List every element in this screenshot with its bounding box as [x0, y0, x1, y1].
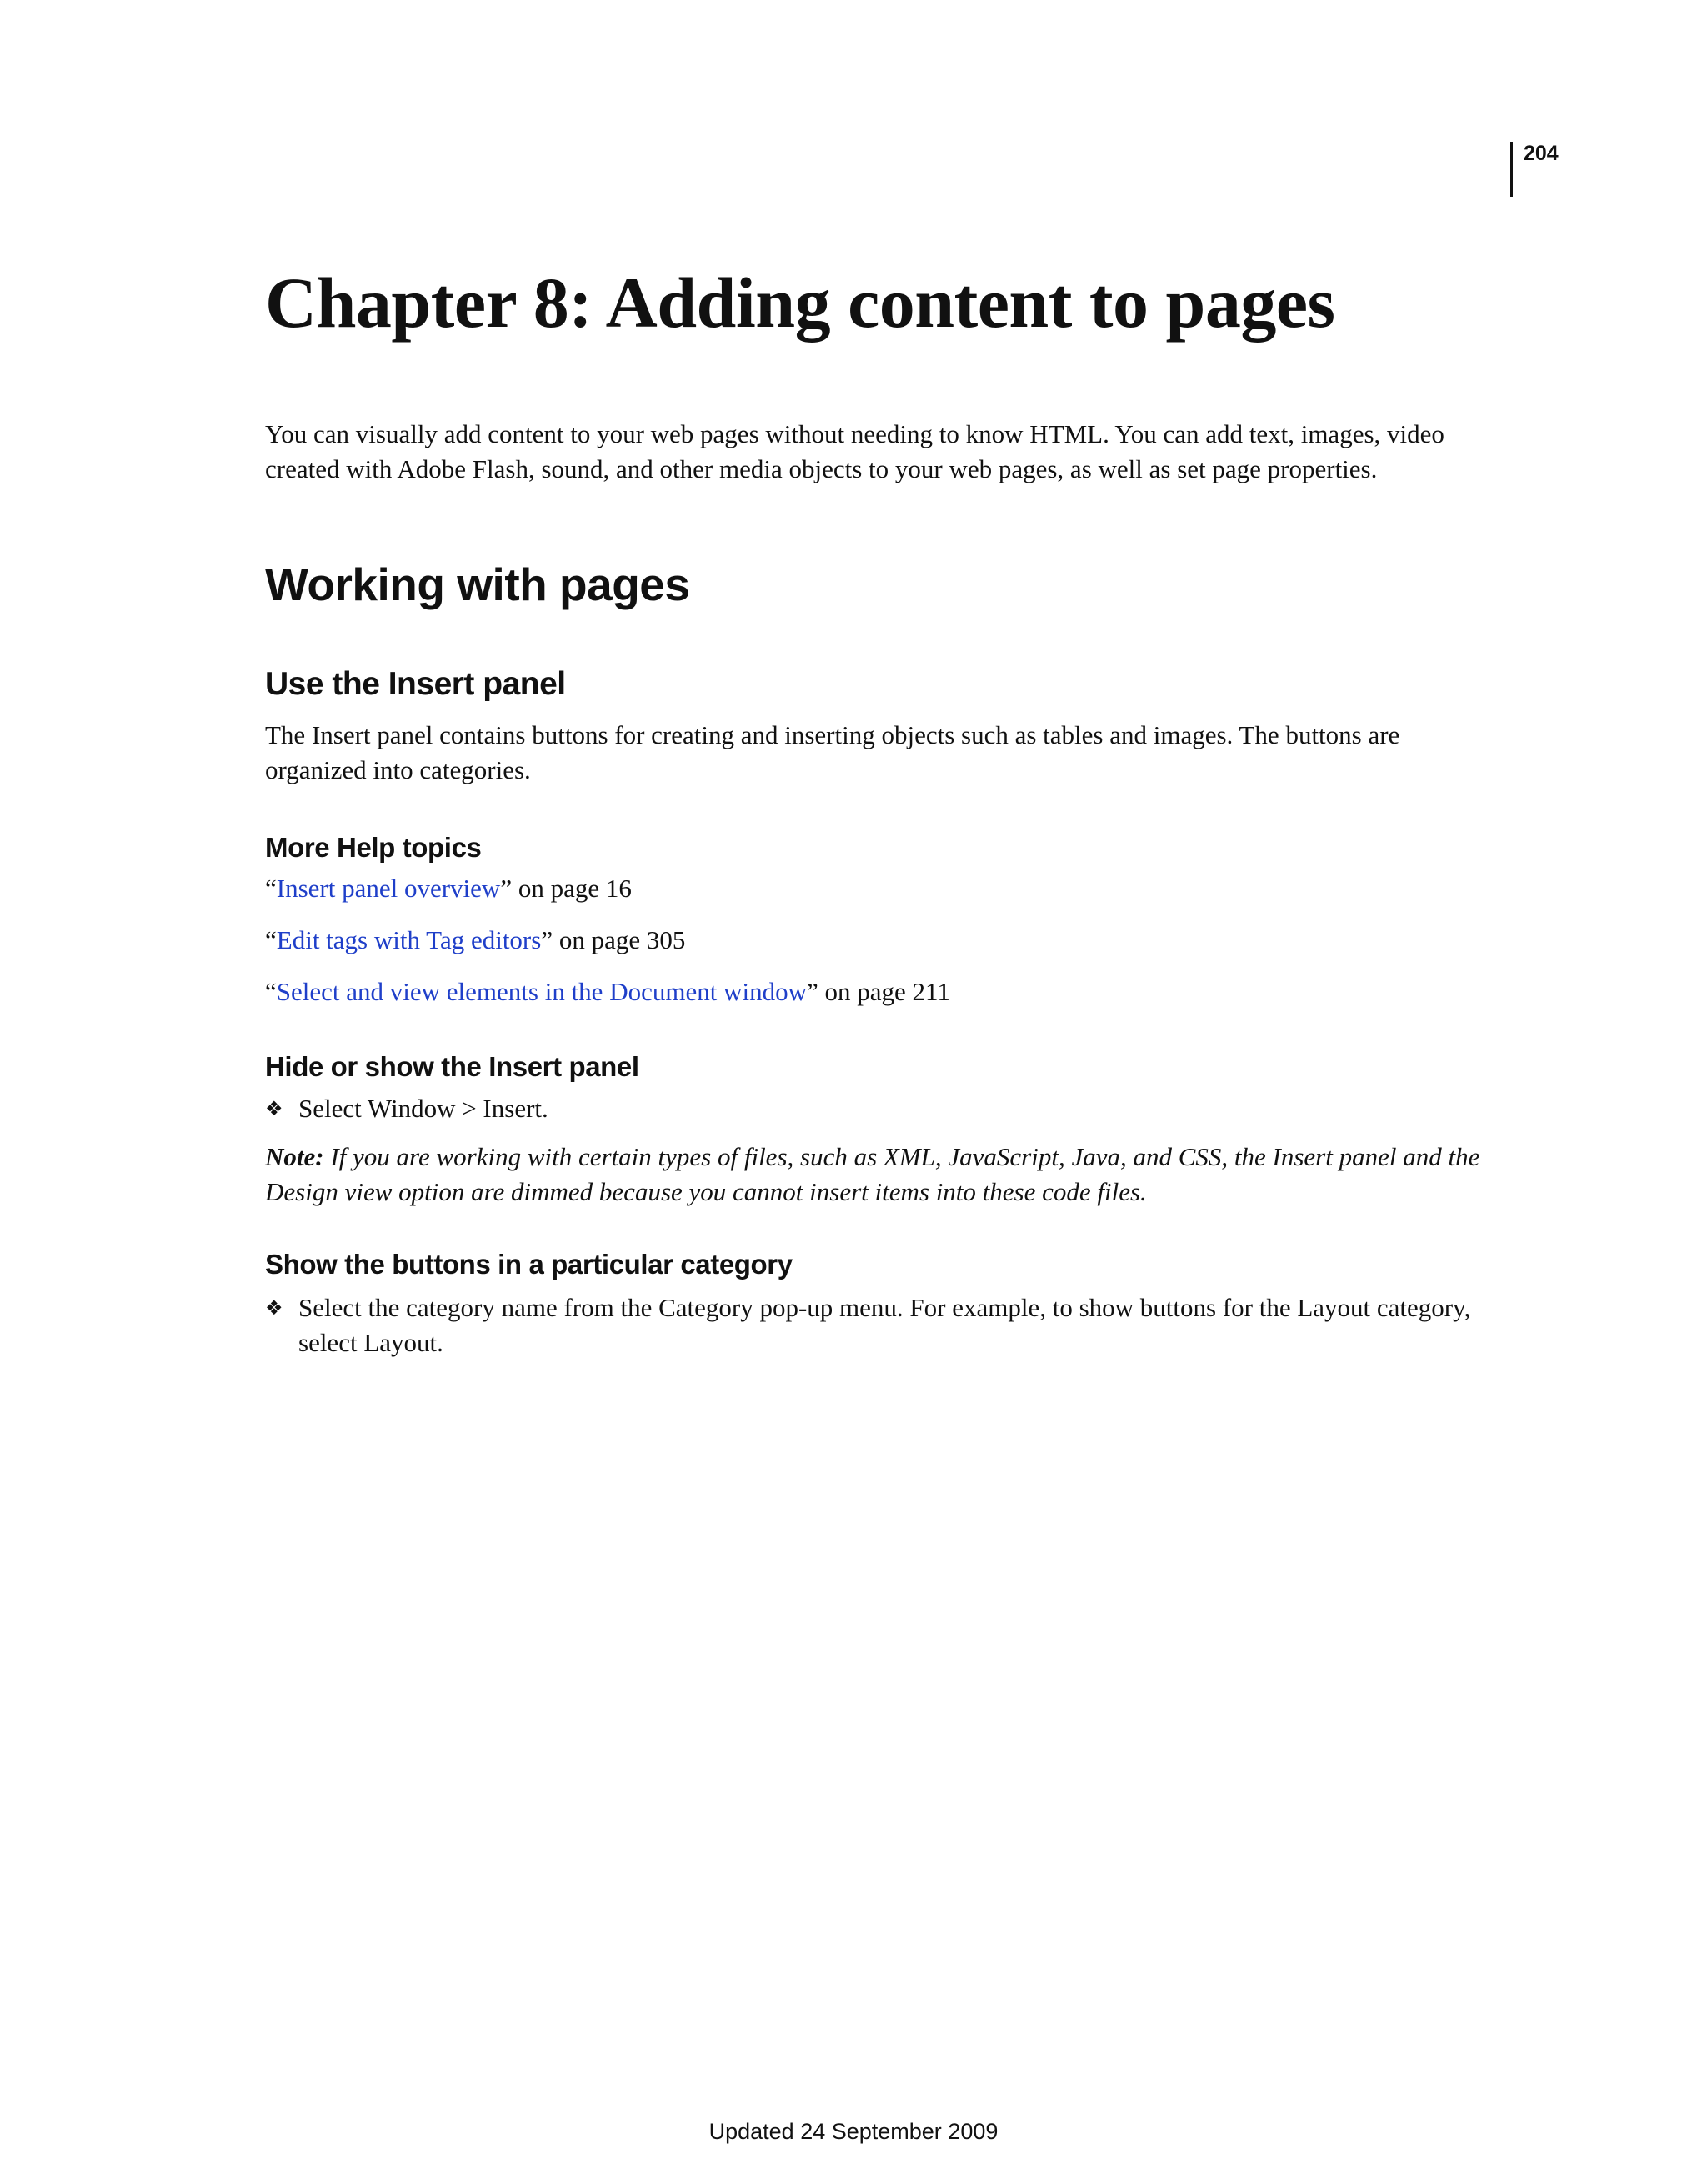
page-reference: on page 211 [818, 977, 950, 1006]
step-list-item [265, 1091, 1507, 1126]
note-paragraph [265, 1140, 1507, 1210]
note-text: If you are working with certain types of files, such as XML, JavaScript, Java, and CSS, the Insert panel and the Design view option are dimmed because you cannot insert items into these code files. [265, 1142, 1480, 1206]
insert-panel-overview-link[interactable]: Insert panel overview [276, 874, 501, 903]
footer-updated-date: Updated 24 September 2009 [708, 2119, 999, 2144]
help-link-item [265, 923, 685, 958]
insert-panel-description: The Insert panel contains buttons for creating and inserting objects such as tables and images. The buttons are organized into categories. [265, 720, 1400, 784]
show-buttons-heading: Show the buttons in a particular category [265, 1249, 793, 1280]
help-link-item [265, 871, 632, 906]
page-reference: on page 305 [553, 925, 686, 954]
diamond-bullet-icon: ❖ [265, 1097, 283, 1120]
help-link-item [265, 974, 950, 1009]
insert-panel-heading: Use the Insert panel [265, 666, 566, 702]
step-list-item [265, 1290, 1507, 1360]
step-text: Select the category name from the Category pop-up menu. For example, to show buttons for the Layout category, select Layout. [298, 1293, 1471, 1357]
close-quote: ” [541, 925, 553, 954]
diamond-bullet-icon: ❖ [265, 1296, 283, 1320]
page-number: 204 [1524, 142, 1559, 165]
select-view-elements-link[interactable]: Select and view elements in the Document window [276, 977, 807, 1006]
page-reference: on page 16 [512, 874, 632, 903]
more-help-heading: More Help topics [265, 832, 482, 863]
open-quote: “ [265, 977, 277, 1006]
intro-paragraph: You can visually add content to your web pages without needing to know HTML. You can add text, images, video created with Adobe Flash, sound, and other media objects to your web pages, as well as set page properties. [265, 419, 1444, 483]
page-number-rule [1510, 142, 1513, 197]
open-quote: “ [265, 874, 277, 903]
close-quote: ” [500, 874, 513, 903]
edit-tags-link[interactable]: Edit tags with Tag editors [276, 925, 542, 954]
hide-show-heading: Hide or show the Insert panel [265, 1051, 639, 1082]
section-title: Working with pages [265, 559, 690, 610]
note-label: Note: [265, 1142, 324, 1171]
chapter-title: Chapter 8: Adding content to pages [265, 263, 1335, 343]
step-text: Select Window > Insert. [298, 1094, 548, 1123]
close-quote: ” [806, 977, 818, 1006]
open-quote: “ [265, 925, 277, 954]
